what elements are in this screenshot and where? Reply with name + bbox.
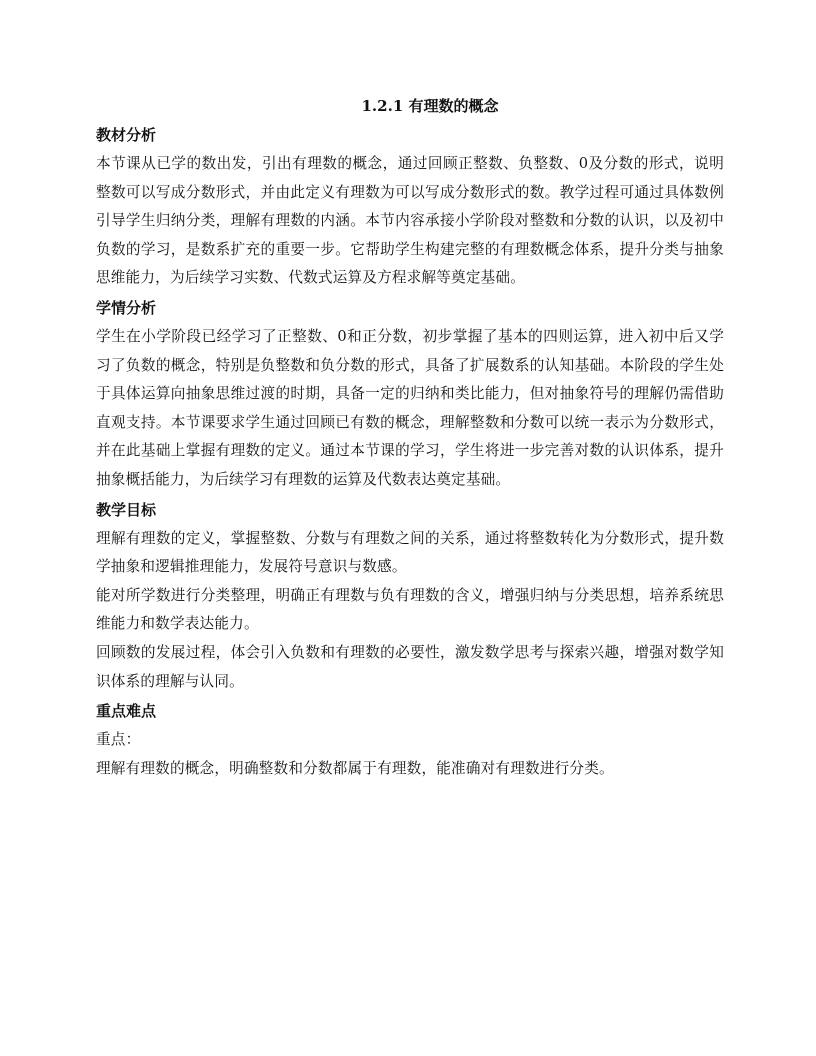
key-points-text: 理解有理数的概念，明确整数和分数都属于有理数，能准确对有理数进行分类。: [96, 759, 614, 777]
section-heading-material-analysis: 教材分析: [96, 126, 157, 144]
objective-item-1: 理解有理数的定义，掌握整数、分数与有理数之间的关系，通过将整数转化为分数形式，提升数学抽象和逻辑推理能力，发展符号意识与数感。: [96, 529, 724, 576]
document-title: 1.2.1 有理数的概念: [361, 97, 499, 115]
material-analysis-text: 本节课从已学的数出发，引出有理数的概念，通过回顾正整数、负整数、0及分数的形式，说明整数可以写成分数形式，并由此定义有理数为可以写成分数形式的数。教学过程可通过具体数例引导学生归纳分类，理解有理数的内涵。本节内容承接小学阶段对整数和分数的认识，以及初中负数的学习，是数系扩充的重要一步。它帮助学生构建完整的有理数概念体系，提升分类与抽象思维能力，为后续学习实数、代数式运算及方程求解等奠定基础。: [96, 155, 724, 287]
section-heading-objectives: 教学目标: [96, 500, 157, 519]
key-points-label: 重点：: [96, 731, 141, 749]
section-heading-student-analysis: 学情分析: [96, 298, 157, 317]
objectives-list: [96, 525, 724, 697]
objective-item-2: 能对所学数进行分类整理，明确正有理数与负有理数的含义，增强归纳与分类思想，培养系统思维能力和数学表达能力。: [96, 586, 724, 633]
section-heading-key-points: 重点难点: [96, 702, 157, 721]
document-page: [96, 92, 724, 783]
objective-item-3: 回顾数的发展过程，体会引入负数和有理数的必要性，激发数学思考与探索兴趣，增强对数学知识体系的理解与认同。: [96, 643, 724, 690]
student-analysis-text: 学生在小学阶段已经学习了正整数、0和正分数，初步掌握了基本的四则运算，进入初中后又学习了负数的概念，特别是负整数和负分数的形式，具备了扩展数系的认知基础。本阶段的学生处于具体运算向抽象思维过渡的时期，具备一定的归纳和类比能力，但对抽象符号的理解仍需借助直观支持。本节课要求学生通过回顾已有数的概念，理解整数和分数可以统一表示为分数形式，并在此基础上掌握有理数的定义。通过本节课的学习，学生将进一步完善对数的认识体系，提升抽象概括能力，为后续学习有理数的运算及代数表达奠定基础。: [96, 327, 724, 488]
